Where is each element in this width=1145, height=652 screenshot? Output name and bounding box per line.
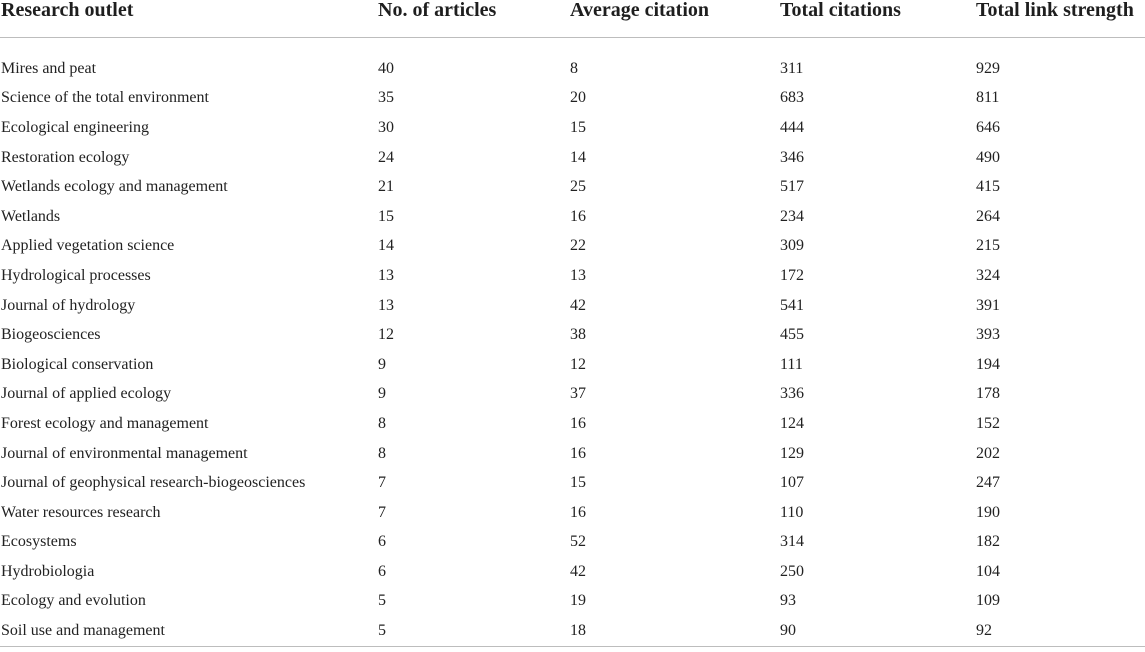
cell-articles: 15: [378, 207, 394, 225]
cell-average-citation: 8: [570, 59, 578, 77]
cell-average-citation: 20: [570, 89, 586, 107]
table-row: [0, 232, 1145, 262]
cell-outlet: Forest ecology and management: [1, 414, 209, 432]
table-row: [0, 616, 1145, 646]
cell-total-citations: 309: [780, 237, 804, 255]
header-research-outlet: Research outlet: [0, 0, 377, 38]
cell-average-citation: 16: [570, 414, 586, 432]
cell-link-strength: 247: [976, 474, 1000, 492]
cell-average-citation: 13: [570, 266, 586, 284]
cell-outlet: Biogeosciences: [1, 326, 101, 344]
table-row: [0, 380, 1145, 410]
cell-average-citation: 16: [570, 444, 586, 462]
cell-articles: 30: [378, 118, 394, 136]
cell-total-citations: 107: [780, 474, 804, 492]
cell-outlet: Ecosystems: [1, 533, 77, 551]
cell-articles: 7: [378, 474, 386, 492]
cell-total-citations: 346: [780, 148, 804, 166]
header-total-citations: Total citations: [779, 0, 975, 38]
cell-link-strength: 92: [975, 616, 1145, 646]
table-row: [0, 261, 1145, 291]
header-average-citation: Average citation: [569, 0, 779, 38]
table-row: [0, 409, 1145, 439]
cell-outlet: Journal of environmental management: [1, 444, 248, 462]
cell-link-strength: 393: [976, 326, 1000, 344]
cell-average-citation: 15: [570, 118, 586, 136]
cell-link-strength: 109: [976, 592, 1000, 610]
cell-total-citations: 311: [780, 59, 804, 77]
table-row: [0, 557, 1145, 587]
cell-outlet: Journal of hydrology: [1, 296, 136, 314]
cell-total-citations: 314: [780, 533, 804, 551]
cell-articles: 14: [378, 237, 394, 255]
cell-articles: 5: [378, 592, 386, 610]
cell-link-strength: 152: [976, 414, 1000, 432]
table-row: [0, 350, 1145, 380]
cell-link-strength: 929: [976, 59, 1000, 77]
cell-average-citation: 22: [570, 237, 586, 255]
cell-articles: 21: [378, 178, 394, 196]
cell-outlet: Ecological engineering: [1, 118, 149, 136]
cell-articles: 13: [378, 296, 394, 314]
cell-total-citations: 93: [780, 592, 796, 610]
cell-link-strength: 646: [976, 118, 1000, 136]
cell-articles: 12: [378, 326, 394, 344]
cell-link-strength: 104: [976, 562, 1000, 580]
cell-outlet: Science of the total environment: [1, 89, 209, 107]
cell-articles: 24: [378, 148, 394, 166]
cell-articles: 40: [378, 59, 394, 77]
cell-link-strength: 490: [976, 148, 1000, 166]
cell-total-citations: 541: [780, 296, 804, 314]
cell-link-strength: 194: [976, 355, 1000, 373]
cell-articles: 9: [378, 385, 386, 403]
cell-articles: 35: [378, 89, 394, 107]
table-row: [0, 439, 1145, 469]
header-total-link-strength: Total link strength: [975, 0, 1145, 38]
table-row: [0, 143, 1145, 173]
cell-articles: 5: [377, 616, 569, 646]
cell-articles: 8: [378, 414, 386, 432]
cell-average-citation: 12: [570, 355, 586, 373]
cell-outlet: Hydrological processes: [1, 266, 151, 284]
table-row: [0, 528, 1145, 558]
cell-link-strength: 811: [976, 89, 1000, 107]
cell-total-citations: 172: [780, 266, 804, 284]
cell-articles: 9: [378, 355, 386, 373]
cell-total-citations: 444: [780, 118, 804, 136]
cell-total-citations: 129: [780, 444, 804, 462]
cell-link-strength: 264: [976, 207, 1000, 225]
cell-total-citations: 90: [779, 616, 975, 646]
cell-link-strength: 182: [976, 533, 1000, 551]
cell-link-strength: 215: [976, 237, 1000, 255]
header-no-of-articles: No. of articles: [377, 0, 569, 38]
table-row: [0, 113, 1145, 143]
cell-articles: 6: [378, 533, 386, 551]
cell-articles: 8: [378, 444, 386, 462]
table-row: [0, 202, 1145, 232]
table-row: [0, 84, 1145, 114]
cell-total-citations: 124: [780, 414, 804, 432]
cell-total-citations: 250: [780, 562, 804, 580]
cell-articles: 6: [378, 562, 386, 580]
cell-outlet: Wetlands: [1, 207, 61, 225]
table-row: [0, 498, 1145, 528]
cell-link-strength: 202: [976, 444, 1000, 462]
cell-average-citation: 52: [570, 533, 586, 551]
table-row: [0, 468, 1145, 498]
cell-average-citation: 18: [569, 616, 779, 646]
cell-total-citations: 336: [780, 385, 804, 403]
cell-outlet: Mires and peat: [1, 59, 97, 77]
table-header: [0, 0, 1145, 38]
table-row: [0, 291, 1145, 321]
cell-outlet: Water resources research: [1, 503, 161, 521]
cell-outlet: Ecology and evolution: [1, 592, 146, 610]
cell-link-strength: 324: [976, 266, 1000, 284]
cell-link-strength: 415: [976, 178, 1000, 196]
cell-total-citations: 517: [780, 178, 804, 196]
cell-average-citation: 42: [570, 562, 586, 580]
cell-articles: 7: [378, 503, 386, 521]
cell-total-citations: 111: [780, 355, 803, 373]
cell-average-citation: 19: [570, 592, 586, 610]
cell-articles: 13: [378, 266, 394, 284]
header-row: [0, 0, 1145, 38]
cell-outlet: Applied vegetation science: [1, 237, 175, 255]
cell-outlet: Journal of applied ecology: [1, 385, 172, 403]
cell-average-citation: 16: [570, 503, 586, 521]
cell-outlet: Journal of geophysical research-biogeosciences: [1, 474, 306, 492]
cell-average-citation: 14: [570, 148, 586, 166]
cell-link-strength: 178: [976, 385, 1000, 403]
cell-outlet: Hydrobiologia: [1, 562, 95, 580]
table-row: [0, 172, 1145, 202]
cell-outlet: Wetlands ecology and management: [1, 178, 228, 196]
cell-average-citation: 37: [570, 385, 586, 403]
cell-average-citation: 25: [570, 178, 586, 196]
cell-total-citations: 455: [780, 326, 804, 344]
table-row: [0, 320, 1145, 350]
cell-outlet: Soil use and management: [0, 616, 377, 646]
cell-link-strength: 391: [976, 296, 1000, 314]
cell-outlet: Restoration ecology: [1, 148, 130, 166]
cell-total-citations: 234: [780, 207, 804, 225]
table-body: [0, 38, 1145, 647]
cell-average-citation: 16: [570, 207, 586, 225]
table-row: [0, 38, 1145, 84]
cell-total-citations: 110: [780, 503, 804, 521]
cell-link-strength: 190: [976, 503, 1000, 521]
cell-total-citations: 683: [780, 89, 804, 107]
table-row: [0, 587, 1145, 617]
cell-average-citation: 42: [570, 296, 586, 314]
cell-outlet: Biological conservation: [1, 355, 154, 373]
cell-average-citation: 15: [570, 474, 586, 492]
cell-average-citation: 38: [570, 326, 586, 344]
